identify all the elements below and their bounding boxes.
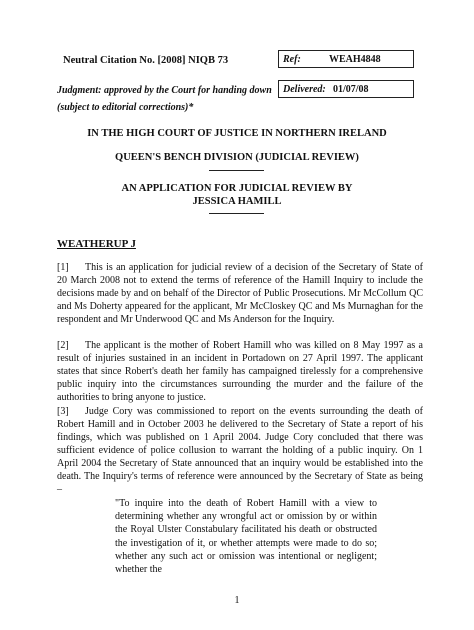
- paragraph-number: [3]: [57, 406, 69, 417]
- judge-heading: WEATHERUP J: [57, 238, 136, 250]
- ref-row: [278, 50, 414, 68]
- paragraph-number: [2]: [57, 340, 69, 351]
- reference-box: [278, 50, 414, 98]
- neutral-citation: Neutral Citation No. [2008] NIQB 73: [63, 55, 229, 66]
- paragraph: [57, 405, 423, 496]
- paragraph-number: [1]: [57, 262, 69, 273]
- paragraph-text: Judge Cory was commissioned to report on the events surrounding the death of Robert Hamill and in October 2003 he delivered to the Secretary of State a report of his findings, which was published on 1 April 2004. Judge Cory concluded that there was sufficient evidence of police collusion to warrant the holding of a public inquiry. On 1 April 2004 the Secretary of State announced that an inquiry would be established into the death. The Inquiry's terms of reference were announced by the Secretary of State as being –: [57, 406, 423, 495]
- applicant-name: JESSICA HAMILL: [192, 196, 282, 207]
- division-title: QUEEN'S BENCH DIVISION (JUDICIAL REVIEW): [115, 152, 359, 163]
- delivered-label: Delivered:: [283, 83, 326, 95]
- ref-value: WEAH4848: [329, 53, 381, 65]
- application-title: AN APPLICATION FOR JUDICIAL REVIEW BY: [121, 183, 353, 194]
- ref-label: Ref:: [283, 53, 301, 65]
- delivered-row: [278, 80, 414, 98]
- block-quote: "To inquire into the death of Robert Hamill with a view to determining whether any wrongful act or omission by or within the Royal Ulster Constabulary facilitated his death or obstructed the investigation of it, or whether attempts were made to do so; whether any such act or omission was intentional or negligent; whether the: [115, 498, 377, 576]
- paragraph: [57, 339, 423, 404]
- court-title: IN THE HIGH COURT OF JUSTICE IN NORTHERN IRELAND: [87, 128, 387, 139]
- paragraph-text: The applicant is the mother of Robert Hamill who was killed on 8 May 1997 as a result of injuries sustained in an incident in Portadown on 27 April 1997. The applicant states that since Robert's death her family has campaigned tirelessly for a comprehensive public inquiry into the circumstances surrounding the murder and the failure of the authorities to bring anyone to justice.: [57, 340, 423, 403]
- divider-rule: [209, 213, 264, 214]
- delivered-value: 01/07/08: [333, 83, 369, 95]
- page-number: 1: [234, 595, 240, 606]
- judgment-note: Judgment: approved by the Court for handing down (subject to editorial corrections)*: [57, 85, 272, 113]
- paragraph: [57, 261, 423, 326]
- divider-rule: [209, 170, 264, 171]
- paragraph-text: This is an application for judicial review of a decision of the Secretary of State of 20 March 2008 not to extend the terms of reference of the Hamill Inquiry to include the decisions made by and on behalf of the Director of Public Prosecutions. Mr McCollum QC and Ms Doherty appeared for the applicant, Mr McCloskey QC and Ms Murnaghan for the respondent and Mr Underwood QC and Ms Anderson for the Inquiry.: [57, 262, 423, 325]
